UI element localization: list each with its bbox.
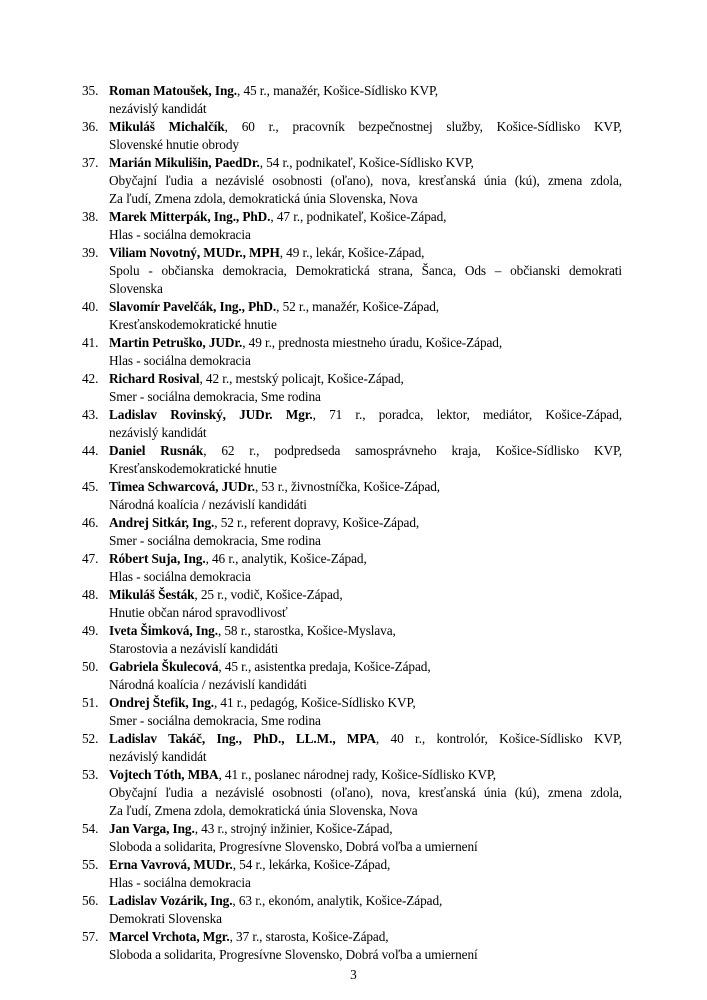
candidate-name: Slavomír Pavelčák, Ing., PhD. (109, 299, 277, 314)
candidate-details: , 53 r., živnostníčka, Košice-Západ, (254, 479, 441, 494)
candidate-details: , 45 r., manažér, Košice-Sídlisko KVP, (237, 83, 439, 98)
entry-text (109, 622, 622, 658)
entry-first-line (109, 334, 622, 352)
candidate-name: Marek Mitterpák, Ing., PhD. (109, 209, 271, 224)
candidate-entry (82, 658, 622, 694)
entry-number: 42. (82, 371, 99, 386)
party-line: Za ľudí, Zmena zdola, demokratická únia Slovenska, Nova (109, 803, 418, 818)
candidate-entry (82, 766, 622, 820)
candidate-list (82, 82, 622, 964)
entry-text (109, 244, 622, 298)
candidate-details: , 58 r., starostka, Košice-Myslava, (217, 623, 396, 638)
party-line: nezávislý kandidát (109, 425, 207, 440)
party-line: Demokrati Slovenska (109, 911, 222, 926)
entry-number: 45. (82, 479, 99, 494)
party-line: nezávislý kandidát (109, 101, 207, 116)
party-line: Hlas - sociálna demokracia (109, 875, 251, 890)
entry-text (109, 442, 622, 478)
entry-number: 35. (82, 83, 99, 98)
candidate-details: , 63 r., ekonóm, analytik, Košice-Západ, (232, 893, 443, 908)
entry-text (109, 766, 622, 820)
candidate-entry (82, 892, 622, 928)
entry-first-line (109, 766, 622, 784)
candidate-entry (82, 856, 622, 892)
entry-number: 37. (82, 155, 99, 170)
candidate-name: Viliam Novotný, MUDr., MPH (109, 245, 280, 260)
party-line: Slovenské hnutie obrody (109, 137, 239, 152)
entry-number: 41. (82, 335, 99, 350)
entry-number: 46. (82, 515, 99, 530)
candidate-details: , 49 r., prednosta miestneho úradu, Košice-Západ, (242, 335, 503, 350)
entry-first-line (109, 478, 622, 496)
candidate-entry (82, 442, 622, 478)
candidate-details: , 43 r., strojný inžinier, Košice-Západ, (194, 821, 393, 836)
candidate-details: , 45 r., asistentka predaja, Košice-Západ, (218, 659, 431, 674)
candidate-entry (82, 334, 622, 370)
candidate-name: Mikuláš Michalčík (109, 119, 225, 134)
entry-number: 52. (82, 731, 99, 746)
candidate-name: Ondrej Štefik, Ing. (109, 695, 214, 710)
candidate-details: , 52 r., referent dopravy, Košice-Západ, (214, 515, 420, 530)
candidate-details: , 62 r., podpredseda samosprávneho kraja, Košice-Sídlisko KVP, (203, 443, 622, 458)
entry-text (109, 298, 622, 334)
entry-first-line (109, 928, 622, 946)
entry-number: 54. (82, 821, 99, 836)
candidate-details: , 54 r., lekárka, Košice-Západ, (232, 857, 391, 872)
entry-number: 36. (82, 119, 99, 134)
entry-text (109, 118, 622, 154)
entry-text (109, 208, 622, 244)
entry-number: 44. (82, 443, 99, 458)
entry-first-line (109, 244, 622, 262)
entry-number: 43. (82, 407, 99, 422)
party-line: Starostovia a nezávislí kandidáti (109, 641, 279, 656)
candidate-details: , 41 r., pedagóg, Košice-Sídlisko KVP, (213, 695, 416, 710)
candidate-entry (82, 928, 622, 964)
candidate-name: Iveta Šimková, Ing. (109, 623, 218, 638)
candidate-entry (82, 244, 622, 298)
entry-first-line (109, 442, 622, 460)
candidate-entry (82, 694, 622, 730)
candidate-details: , 25 r., vodič, Košice-Západ, (194, 587, 343, 602)
candidate-details: , 71 r., poradca, lektor, mediátor, Košice-Západ, (312, 407, 622, 422)
candidate-details: , 47 r., podnikateľ, Košice-Západ, (270, 209, 447, 224)
entry-first-line (109, 370, 622, 388)
candidate-name: Marcel Vrchota, Mgr. (109, 929, 230, 944)
entry-text (109, 730, 622, 766)
candidate-entry (82, 820, 622, 856)
candidate-entry (82, 406, 622, 442)
entry-text (109, 334, 622, 370)
candidate-name: Ladislav Takáč, Ing., PhD., LL.M., MPA (109, 731, 376, 746)
entry-number: 47. (82, 551, 99, 566)
candidate-details: , 42 r., mestský policajt, Košice-Západ, (199, 371, 404, 386)
party-line: Národná koalícia / nezávislí kandidáti (109, 497, 307, 512)
entry-number: 38. (82, 209, 99, 224)
entry-first-line (109, 694, 622, 712)
candidate-name: Roman Matoušek, Ing. (109, 83, 238, 98)
entry-first-line (109, 622, 622, 640)
entry-number: 56. (82, 893, 99, 908)
candidate-entry (82, 586, 622, 622)
entry-text (109, 928, 622, 964)
candidate-entry (82, 730, 622, 766)
candidate-entry (82, 118, 622, 154)
candidate-entry (82, 622, 622, 658)
candidate-name: Ladislav Rovinský, JUDr. Mgr. (109, 407, 313, 422)
party-line: Hlas - sociálna demokracia (109, 353, 251, 368)
candidate-details: , 40 r., kontrolór, Košice-Sídlisko KVP, (375, 731, 622, 746)
candidate-entry (82, 370, 622, 406)
entry-number: 53. (82, 767, 99, 782)
entry-first-line (109, 406, 622, 424)
entry-text (109, 694, 622, 730)
candidate-details: , 60 r., pracovník bezpečnostnej služby, Košice-Sídlisko KVP, (224, 119, 622, 134)
party-line: Kresťanskodemokratické hnutie (109, 461, 277, 476)
party-line: Smer - sociálna demokracia, Sme rodina (109, 533, 321, 548)
candidate-details: , 52 r., manažér, Košice-Západ, (276, 299, 440, 314)
entry-text (109, 82, 622, 118)
entry-text (109, 856, 622, 892)
entry-number: 48. (82, 587, 99, 602)
candidate-entry (82, 82, 622, 118)
entry-text (109, 478, 622, 514)
entry-text (109, 658, 622, 694)
entry-number: 50. (82, 659, 99, 674)
entry-first-line (109, 154, 622, 172)
candidate-name: Daniel Rusnák (109, 443, 204, 458)
candidate-name: Mikuláš Šesták (109, 587, 195, 602)
candidate-entry (82, 298, 622, 334)
entry-number: 51. (82, 695, 99, 710)
entry-first-line (109, 298, 622, 316)
page-number: 3 (350, 967, 357, 982)
candidate-name: Richard Rosival (109, 371, 200, 386)
party-line: Za ľudí, Zmena zdola, demokratická únia Slovenska, Nova (109, 191, 418, 206)
entry-number: 40. (82, 299, 99, 314)
candidate-entry (82, 514, 622, 550)
candidate-name: Erna Vavrová, MUDr. (109, 857, 233, 872)
entry-number: 39. (82, 245, 99, 260)
party-line: Národná koalícia / nezávislí kandidáti (109, 677, 307, 692)
party-line: Obyčajní ľudia a nezávislé osobnosti (oľano), nova, kresťanská únia (kú), zmena zdola, (109, 173, 622, 188)
party-line: Sloboda a solidarita, Progresívne Slovensko, Dobrá voľba a umiernení (109, 839, 478, 854)
party-line: nezávislý kandidát (109, 749, 207, 764)
entry-first-line (109, 820, 622, 838)
entry-first-line (109, 514, 622, 532)
party-line: Hlas - sociálna demokracia (109, 569, 251, 584)
entry-text (109, 820, 622, 856)
candidate-name: Vojtech Tóth, MBA (109, 767, 219, 782)
entry-text (109, 586, 622, 622)
party-line: Spolu - občianska demokracia, Demokratická strana, Šanca, Ods – občianski demokrati (109, 263, 622, 278)
entry-text (109, 514, 622, 550)
candidate-name: Andrej Sitkár, Ing. (109, 515, 215, 530)
party-line: Smer - sociálna demokracia, Sme rodina (109, 713, 321, 728)
entry-number: 49. (82, 623, 99, 638)
candidate-name: Martin Petruško, JUDr. (109, 335, 243, 350)
party-line: Smer - sociálna demokracia, Sme rodina (109, 389, 321, 404)
candidate-name: Ladislav Vozárik, Ing. (109, 893, 233, 908)
candidate-entry (82, 478, 622, 514)
entry-text (109, 406, 622, 442)
party-line: Sloboda a solidarita, Progresívne Slovensko, Dobrá voľba a umiernení (109, 947, 478, 962)
candidate-name: Róbert Suja, Ing. (109, 551, 206, 566)
entry-text (109, 154, 622, 208)
party-line: Obyčajní ľudia a nezávislé osobnosti (oľano), nova, kresťanská únia (kú), zmena zdola, (109, 785, 622, 800)
entry-first-line (109, 550, 622, 568)
entry-text (109, 370, 622, 406)
entry-first-line (109, 730, 622, 748)
candidate-details: , 37 r., starosta, Košice-Západ, (229, 929, 389, 944)
entry-first-line (109, 82, 622, 100)
party-line: Hlas - sociálna demokracia (109, 227, 251, 242)
candidate-entry (82, 550, 622, 586)
entry-first-line (109, 856, 622, 874)
candidate-entry (82, 154, 622, 208)
candidate-name: Jan Varga, Ing. (109, 821, 195, 836)
entry-number: 57. (82, 929, 99, 944)
entry-text (109, 892, 622, 928)
candidate-details: , 46 r., analytik, Košice-Západ, (205, 551, 367, 566)
entry-first-line (109, 586, 622, 604)
candidate-name: Timea Schwarcová, JUDr. (109, 479, 255, 494)
entry-number: 55. (82, 857, 99, 872)
entry-text (109, 550, 622, 586)
candidate-details: , 54 r., podnikateľ, Košice-Sídlisko KVP, (259, 155, 474, 170)
candidate-entry (82, 208, 622, 244)
party-line: Hnutie občan národ spravodlivosť (109, 605, 288, 620)
entry-first-line (109, 118, 622, 136)
entry-first-line (109, 208, 622, 226)
candidate-name: Gabriela Škulecová (109, 659, 219, 674)
candidate-details: , 49 r., lekár, Košice-Západ, (279, 245, 425, 260)
candidate-details: , 41 r., poslanec národnej rady, Košice-Sídlisko KVP, (218, 767, 496, 782)
entry-first-line (109, 892, 622, 910)
entry-first-line (109, 658, 622, 676)
party-line: Slovenska (109, 281, 163, 296)
candidate-name: Marián Mikulišin, PaedDr. (109, 155, 260, 170)
party-line: Kresťanskodemokratické hnutie (109, 317, 277, 332)
